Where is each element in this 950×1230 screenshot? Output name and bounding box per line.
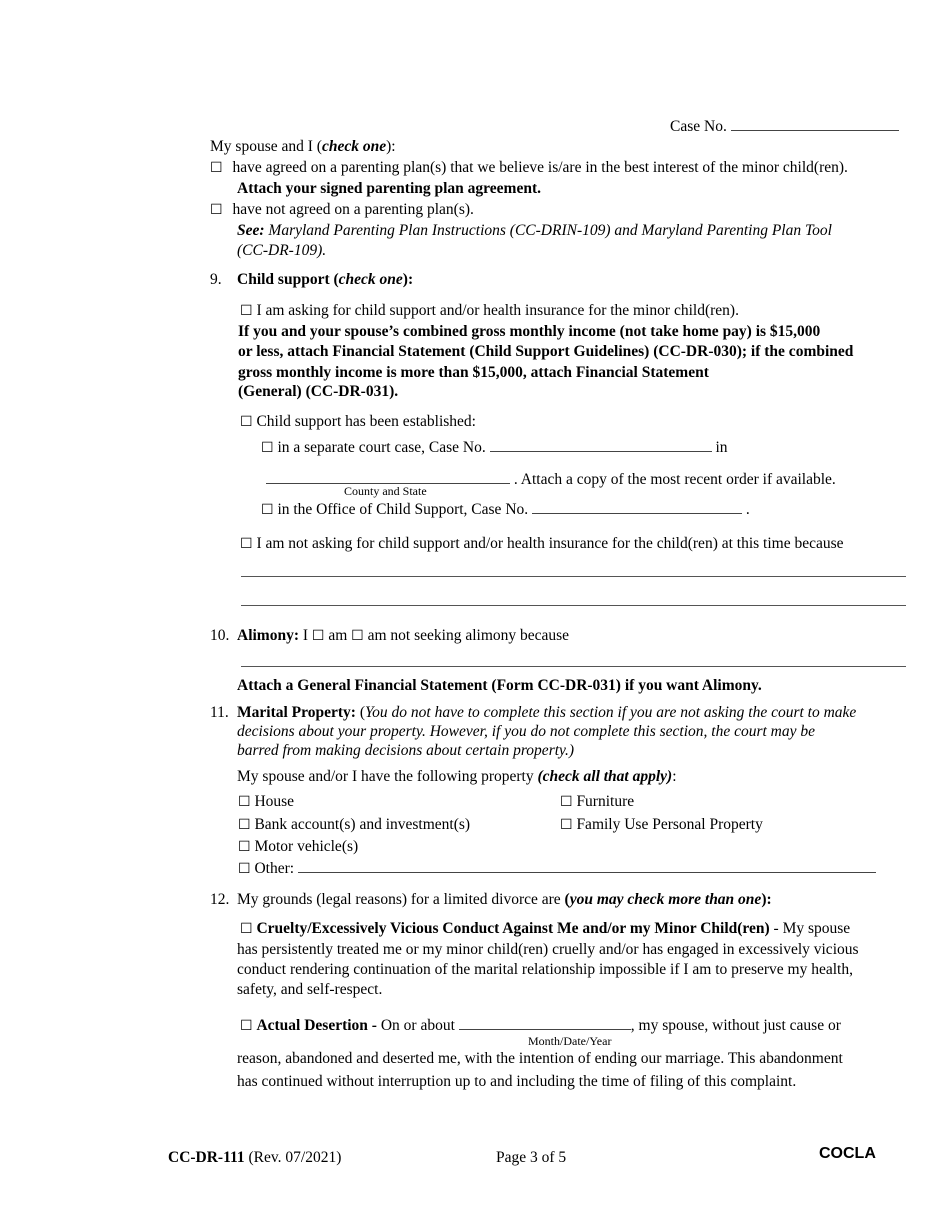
asking-checkbox[interactable]: ☐ xyxy=(240,303,253,319)
parenting-intro: My spouse and I (check one): xyxy=(210,138,396,155)
county-state-caption: County and State xyxy=(344,484,427,498)
attach-copy-note: . Attach a copy of the most recent order if available. xyxy=(513,471,836,488)
child-support-asking-option xyxy=(240,301,739,321)
desertion-date-field[interactable] xyxy=(459,1028,631,1030)
family-use-checkbox[interactable]: ☐ xyxy=(560,817,573,833)
section-9-number: 9. xyxy=(210,271,222,288)
desertion-title: Actual Desertion - xyxy=(256,1017,377,1034)
agreed-label: have agreed on a parenting plan(s) that we believe is/are in the best interest of the minor child(ren). xyxy=(232,159,848,176)
established-checkbox[interactable]: ☐ xyxy=(240,414,253,430)
not-agreed-checkbox[interactable]: ☐ xyxy=(210,202,223,218)
cruelty-checkbox[interactable]: ☐ xyxy=(240,921,253,937)
desertion-text-2: reason, abandoned and deserted me, with the intention of ending our marriage. This abandonment xyxy=(237,1050,843,1067)
cocla-mark: COCLA xyxy=(819,1145,876,1162)
property-family-use: ☐ Family Use Personal Property xyxy=(560,816,763,833)
not-asking-reason-line-1[interactable] xyxy=(241,576,906,577)
income-note-line1: If you and your spouse’s combined gross monthly income (not take home pay) is $15,000 xyxy=(238,323,821,340)
marital-property-note-2: decisions about your property. However, if you do not complete this section, the court may be xyxy=(237,723,815,740)
parenting-agreed-option xyxy=(210,158,848,178)
alimony-reason-line[interactable] xyxy=(241,666,906,667)
property-house: ☐ House xyxy=(238,793,295,810)
grounds-intro: My grounds (legal reasons) for a limited divorce are (you may check more than one): xyxy=(237,891,772,908)
case-no-label: Case No. xyxy=(670,118,727,135)
office-case-no-field[interactable] xyxy=(532,512,742,514)
not-asking-label: I am not asking for child support and/or health insurance for the child(ren) at this time because xyxy=(256,535,844,552)
marital-property-note-3: barred from making decisions about certain property.) xyxy=(237,742,575,759)
property-other: ☐ Other: xyxy=(238,859,876,879)
agreed-checkbox[interactable]: ☐ xyxy=(210,160,223,176)
property-furniture: ☐ Furniture xyxy=(560,793,635,810)
alimony-attach-note: Attach a General Financial Statement (Form CC-DR-031) if you want Alimony. xyxy=(237,677,762,694)
parenting-not-agreed-option xyxy=(210,200,474,220)
established-label: Child support has been established: xyxy=(256,413,476,430)
agreed-attach-note: Attach your signed parenting plan agreement. xyxy=(237,180,541,197)
alimony-am-checkbox[interactable]: ☐ xyxy=(311,628,325,644)
asking-label: I am asking for child support and/or health insurance for the minor child(ren). xyxy=(256,302,739,319)
see-reference-cont: (CC-DR-109). xyxy=(237,242,327,259)
support-established-option xyxy=(240,412,476,432)
office-child-support-option: ☐ in the Office of Child Support, Case No. . xyxy=(261,501,750,518)
income-note-line3: gross monthly income is more than $15,000, attach Financial Statement xyxy=(238,364,709,381)
case-no-field[interactable] xyxy=(731,129,899,131)
bank-checkbox[interactable]: ☐ xyxy=(238,817,251,833)
case-number-header xyxy=(670,117,899,136)
section-10-number: 10. xyxy=(210,627,230,644)
not-asking-checkbox[interactable]: ☐ xyxy=(240,536,253,552)
separate-case-option: ☐ in a separate court case, Case No. in xyxy=(261,439,728,456)
motor-checkbox[interactable]: ☐ xyxy=(238,839,251,855)
desertion-checkbox[interactable]: ☐ xyxy=(240,1018,253,1034)
alimony-title: Alimony: xyxy=(237,627,299,644)
income-note-line2: or less, attach Financial Statement (Child Support Guidelines) (CC-DR-030); if the combined xyxy=(238,343,854,360)
income-note-line4: (General) (CC-DR-031). xyxy=(238,383,399,400)
office-checkbox[interactable]: ☐ xyxy=(261,502,274,518)
alimony-am-not-checkbox[interactable]: ☐ xyxy=(351,628,364,644)
not-asking-reason-line-2[interactable] xyxy=(241,605,906,606)
cruelty-text-4: safety, and self-respect. xyxy=(237,981,383,998)
cruelty-text-2: has persistently treated me or my minor child(ren) cruelly and/or has engaged in excessively vicious xyxy=(237,941,859,958)
page-number: Page 3 of 5 xyxy=(496,1149,567,1166)
other-checkbox[interactable]: ☐ xyxy=(238,861,251,877)
cruelty-text-3: conduct rendering continuation of the marital relationship impossible if I am to preserve my health, xyxy=(237,961,853,978)
section-11-number: 11. xyxy=(210,704,229,721)
separate-case-checkbox[interactable]: ☐ xyxy=(261,440,274,456)
not-agreed-label: have not agreed on a parenting plan(s). xyxy=(232,201,474,218)
marital-property-heading: Marital Property: (You do not have to complete this section if you are not asking the court to make xyxy=(237,704,857,721)
house-checkbox[interactable]: ☐ xyxy=(238,794,251,810)
property-intro: My spouse and/or I have the following property (check all that apply): xyxy=(237,768,677,785)
cruelty-option: ☐ Cruelty/Excessively Vicious Conduct Against Me and/or my Minor Child(ren) - My spouse xyxy=(240,920,851,937)
form-id: CC-DR-111 (Rev. 07/2021) xyxy=(168,1149,342,1166)
furniture-checkbox[interactable]: ☐ xyxy=(560,794,573,810)
not-asking-option xyxy=(240,534,844,554)
cruelty-title: Cruelty/Excessively Vicious Conduct Against Me and/or my Minor Child(ren) xyxy=(256,920,770,937)
office-label: in the Office of Child Support, Case No. xyxy=(277,501,529,518)
section-12-number: 12. xyxy=(210,891,230,908)
desertion-text-3: has continued without interruption up to and including the time of filing of this complaint. xyxy=(237,1073,797,1090)
date-caption: Month/Date/Year xyxy=(528,1034,612,1048)
separate-case-label: in a separate court case, Case No. xyxy=(277,439,486,456)
other-property-field[interactable] xyxy=(298,871,876,873)
section-9-title: Child support (check one): xyxy=(237,271,414,288)
desertion-option: ☐ Actual Desertion - On or about , my spouse, without just cause or xyxy=(240,1017,841,1034)
see-reference: See: Maryland Parenting Plan Instructions (CC-DRIN-109) and Maryland Parenting Plan Tool xyxy=(237,222,832,239)
property-motor: ☐ Motor vehicle(s) xyxy=(238,838,359,855)
alimony-row: Alimony: I ☐ am ☐ am not seeking alimony because xyxy=(237,627,570,644)
property-bank: ☐ Bank account(s) and investment(s) xyxy=(238,816,471,833)
separate-case-no-field[interactable] xyxy=(490,450,712,452)
